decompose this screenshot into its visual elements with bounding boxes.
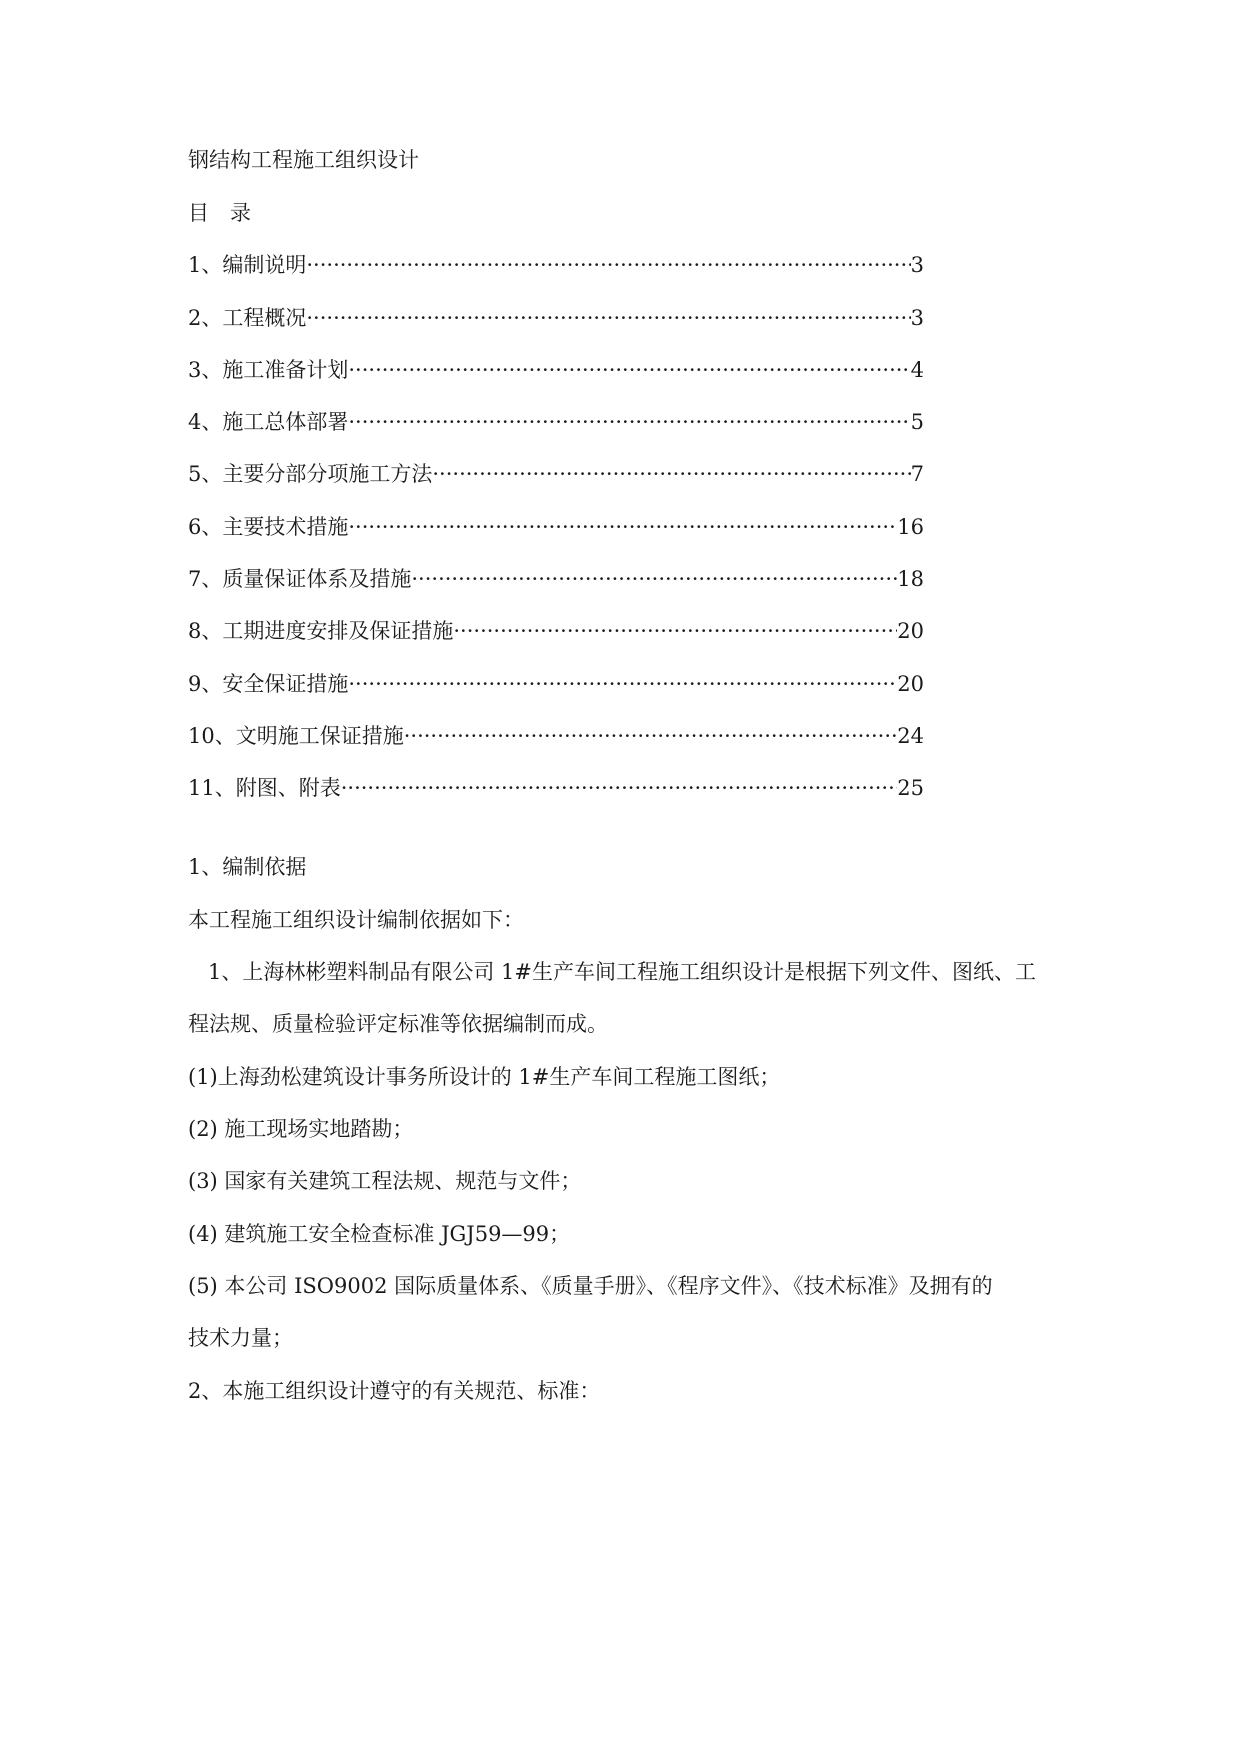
toc-entry-label: 10、文明施工保证措施 — [188, 724, 404, 748]
toc-entry-page: 25 — [897, 776, 924, 800]
list-item: (2) 施工现场实地踏勘； — [188, 1117, 414, 1141]
toc-entry-page: 16 — [897, 515, 924, 539]
toc-entry-label: 6、主要技术措施 — [188, 515, 349, 539]
toc-leader-dots — [348, 355, 910, 385]
toc-entry-10[interactable] — [188, 721, 924, 751]
toc-entry-6[interactable] — [188, 512, 924, 542]
toc-entry-label: 7、质量保证体系及措施 — [188, 567, 412, 591]
toc-heading: 目 录 — [188, 201, 251, 225]
toc-entry-5[interactable] — [188, 459, 924, 489]
toc-entry-page: 3 — [910, 253, 924, 277]
toc-entry-page: 20 — [897, 672, 924, 696]
toc-leader-dots — [432, 459, 910, 489]
toc-entry-label: 2、工程概况 — [188, 306, 307, 330]
paragraph-1-line-1: 1、上海林彬塑料制品有限公司 1#生产车间工程施工组织设计是根据下列文件、图纸、工 — [208, 960, 1036, 984]
document-page — [188, 0, 1068, 1754]
toc-entry-label: 9、安全保证措施 — [188, 672, 349, 696]
toc-leader-dots — [306, 250, 910, 280]
toc-entry-page: 5 — [910, 410, 924, 434]
document-title: 钢结构工程施工组织设计 — [188, 148, 419, 172]
toc-entry-page: 18 — [897, 567, 924, 591]
list-item-continuation: 技术力量； — [188, 1326, 293, 1350]
list-item: (3) 国家有关建筑工程法规、规范与文件； — [188, 1169, 582, 1193]
list-item: (1)上海劲松建筑设计事务所设计的 1#生产车间工程施工图纸； — [188, 1065, 781, 1089]
toc-entry-7[interactable] — [188, 564, 924, 594]
toc-entry-page: 7 — [910, 462, 924, 486]
list-item: (4) 建筑施工安全检查标准 JGJ59—99； — [188, 1222, 571, 1246]
toc-entry-page: 3 — [910, 306, 924, 330]
toc-leader-dots — [404, 721, 898, 751]
toc-leader-dots — [348, 512, 897, 542]
list-item: (5) 本公司 ISO9002 国际质量体系、《质量手册》、《程序文件》、《技术标准》及拥有的 — [188, 1274, 993, 1298]
toc-entry-3[interactable] — [188, 355, 924, 385]
toc-entry-1[interactable] — [188, 250, 924, 280]
paragraph-1-line-2: 程法规、质量检验评定标准等依据编制而成。 — [188, 1012, 608, 1036]
toc-leader-dots — [348, 669, 897, 699]
toc-leader-dots — [453, 616, 897, 646]
toc-entry-label: 8、工期进度安排及保证措施 — [188, 619, 454, 643]
paragraph-2: 2、本施工组织设计遵守的有关规范、标准： — [188, 1379, 601, 1403]
toc-entry-page: 20 — [897, 619, 924, 643]
toc-entry-label: 4、施工总体部署 — [188, 410, 349, 434]
intro-paragraph: 本工程施工组织设计编制依据如下： — [188, 908, 524, 932]
toc-leader-dots — [306, 303, 910, 333]
toc-entry-label: 11、附图、附表 — [188, 776, 341, 800]
toc-entry-label: 5、主要分部分项施工方法 — [188, 462, 433, 486]
toc-entry-9[interactable] — [188, 669, 924, 699]
toc-entry-8[interactable] — [188, 616, 924, 646]
toc-entry-11[interactable] — [188, 773, 924, 803]
toc-leader-dots — [411, 564, 897, 594]
toc-leader-dots — [341, 773, 898, 803]
toc-entry-label: 3、施工准备计划 — [188, 358, 349, 382]
toc-leader-dots — [348, 407, 910, 437]
toc-entry-page: 4 — [910, 358, 924, 382]
toc-entry-label: 1、编制说明 — [188, 253, 307, 277]
section-heading: 1、编制依据 — [188, 855, 307, 879]
toc-entry-page: 24 — [897, 724, 924, 748]
toc-entry-4[interactable] — [188, 407, 924, 437]
toc-entry-2[interactable] — [188, 303, 924, 333]
